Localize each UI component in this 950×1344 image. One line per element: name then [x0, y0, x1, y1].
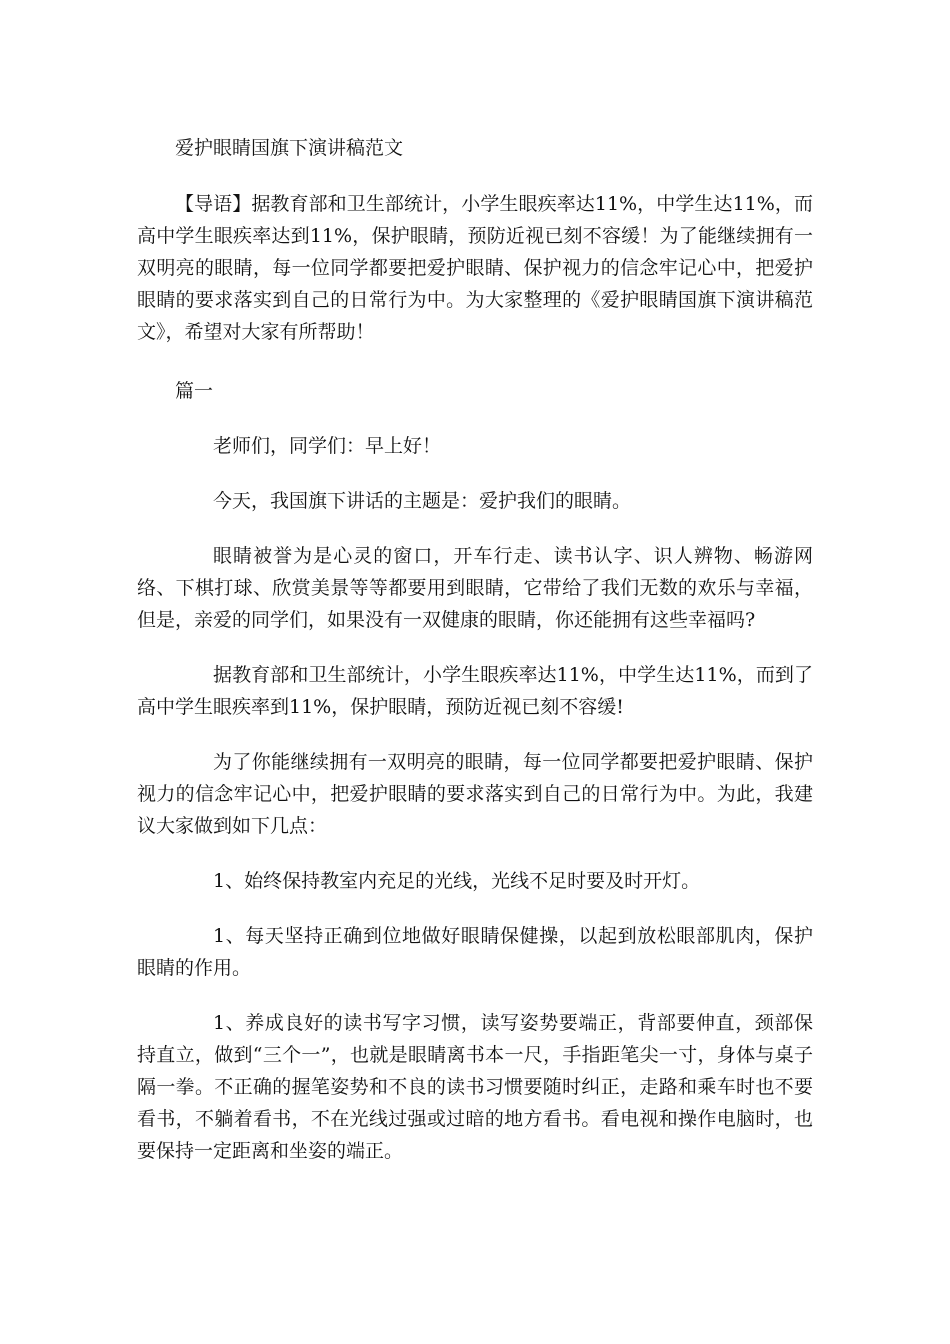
body-paragraph: 今天，我国旗下讲话的主题是：爱护我们的眼睛。: [213, 490, 632, 512]
document-title: 爱护眼睛国旗下演讲稿范文: [175, 137, 404, 159]
intro-paragraph: 【导语】据教育部和卫生部统计，小学生眼疾率达11%，中学生达11%，而高中学生眼疾率达到11%，保护眼睛，预防近视已刻不容缓！为了能继续拥有一双明亮的眼睛，每一位同学都要把爱护眼睛、保护视力的信念牢记心中，把爱护眼睛的要求落实到自己的日常行为中。为大家整理的《爱护眼睛国旗下演讲稿范文》，希望对大家有所帮助！: [137, 193, 813, 343]
body-paragraph: 眼睛被誉为是心灵的窗口，开车行走、读书认字、识人辨物、畅游网络、下棋打球、欣赏美景等等都要用到眼睛，它带给了我们无数的欢乐与幸福，但是，亲爱的同学们，如果没有一双健康的眼睛，你还能拥有这些幸福吗?: [137, 545, 813, 631]
list-item-paragraph: 1、每天坚持正确到位地做好眼睛保健操，以起到放松眼部肌肉，保护眼睛的作用。: [137, 925, 813, 979]
section-label: 篇一: [175, 380, 214, 402]
document-body: [137, 132, 813, 1167]
body-paragraph: 为了你能继续拥有一双明亮的眼睛，每一位同学都要把爱护眼睛、保护视力的信念牢记心中，把爱护眼睛的要求落实到自己的日常行为中。为此，我建议大家做到如下几点：: [137, 751, 813, 837]
body-paragraph: 据教育部和卫生部统计，小学生眼疾率达11%，中学生达11%，而到了高中学生眼疾率到11%，保护眼睛，预防近视已刻不容缓!: [137, 664, 813, 718]
list-item-paragraph: 1、养成良好的读书写字习惯，读写姿势要端正，背部要伸直，颈部保持直立，做到“三个一”，也就是眼睛离书本一尺，手指距笔尖一寸，身体与桌子隔一拳。不正确的握笔姿势和不良的读书习惯要随时纠正，走路和乘车时也不要看书，不躺着看书，不在光线过强或过暗的地方看书。看电视和操作电脑时，也要保持一定距离和坐姿的端正。: [137, 1012, 813, 1162]
list-item-paragraph: 1、始终保持教室内充足的光线，光线不足时要及时开灯。: [213, 870, 701, 892]
body-paragraph: 老师们，同学们：早上好！: [213, 435, 442, 457]
